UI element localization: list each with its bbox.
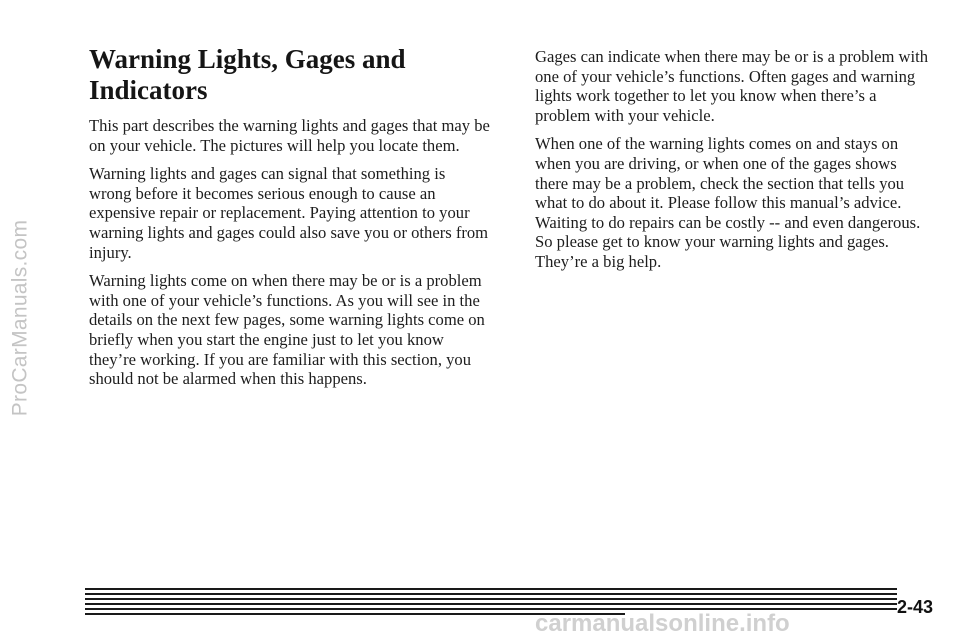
right-paragraph-1: Gages can indicate when there may be or is a problem with one of your vehicle’s functions. Often gages and warning lights work together to let you know when there’s a problem with your vehicle.: [535, 47, 929, 125]
left-paragraph-1: This part describes the warning lights and gages that may be on your vehicle. The pictures will help you locate them.: [89, 116, 490, 155]
side-watermark: [2, 0, 38, 636]
section-title: Warning Lights, Gages and Indicators: [89, 44, 406, 105]
footer-rule: [85, 588, 897, 590]
footer-rule: [85, 598, 897, 600]
footer-rule: [85, 603, 897, 605]
left-paragraph-3: Warning lights come on when there may be or is a problem with one of your vehicle’s functions. As you will see in the details on the next few pages, some warning lights come on briefly when you start the engine just to let you know they’re working. If you are familiar with this section, you should not be alarmed when this happens.: [89, 271, 485, 389]
page-number: 2-43: [897, 597, 934, 617]
bottom-watermark: carmanualsonline.info: [535, 610, 790, 637]
right-paragraph-2: When one of the warning lights comes on and stays on when you are driving, or when one of the gages shows there may be a problem, check the section that tells you what to do about it. Please follow this manual’s advice. Waiting to do repairs can be costly -- and even dangerous. So please get to know your warning lights and gages. They’re a big help.: [535, 134, 921, 271]
footer-rule: [85, 593, 897, 595]
left-column: [89, 44, 491, 398]
left-paragraph-2: Warning lights and gages can signal that something is wrong before it becomes serious enough to cause an expensive repair or replacement. Paying attention to your warning lights and gages could also save you or others from injury.: [89, 164, 489, 262]
side-watermark-text: ProCarManuals.com: [8, 219, 31, 417]
right-column: [535, 47, 930, 281]
